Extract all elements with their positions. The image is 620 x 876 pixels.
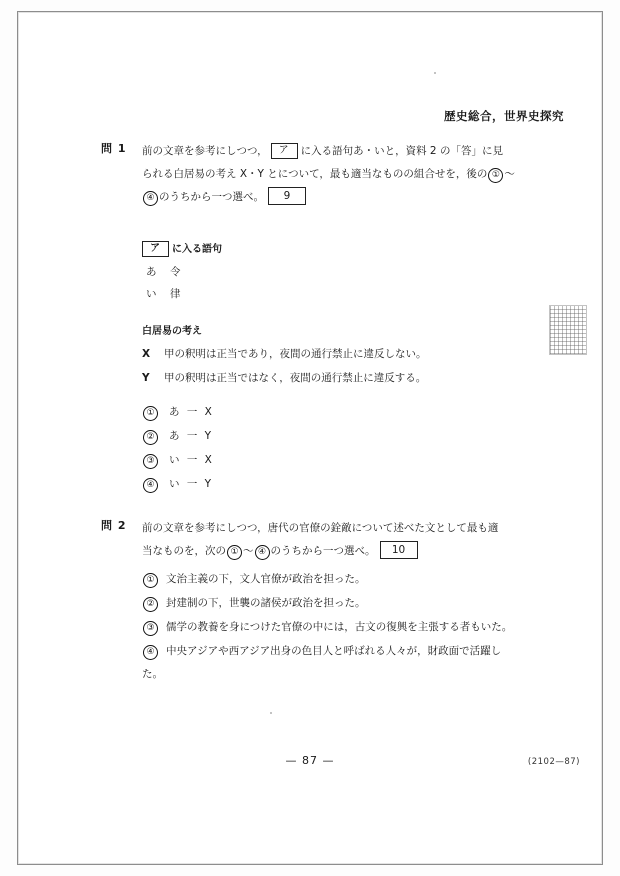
scan-speck bbox=[434, 72, 436, 74]
question-2-choice-4 bbox=[142, 640, 572, 686]
q1-text-a: 前の文章を参考にしつつ， bbox=[142, 145, 268, 157]
answer-slot-9: 9 bbox=[268, 187, 306, 205]
question-1-choice-3 bbox=[142, 452, 214, 469]
circled-number-3-choice-q2: ③ bbox=[143, 621, 158, 636]
subheading-blank-a-phrases bbox=[142, 240, 222, 257]
question-2-choice-1-text: 文治主義の下，文人官僚が政治を担った。 bbox=[166, 573, 366, 585]
question-1-choice-1 bbox=[142, 404, 214, 421]
q2-text-a: 当なものを，次の bbox=[142, 545, 226, 557]
circled-number-2-choice-q2: ② bbox=[143, 597, 158, 612]
question-2-choice-3 bbox=[142, 616, 572, 639]
circled-number-4: ④ bbox=[143, 191, 158, 206]
blank-box-a: ア bbox=[271, 143, 298, 159]
question-1 bbox=[101, 140, 569, 209]
question-1-label: 問 1 bbox=[101, 142, 127, 155]
view-y-text: 甲の釈明は正当ではなく，夜間の通行禁止に違反する。 bbox=[164, 372, 427, 384]
circled-number-1-q2: ① bbox=[227, 545, 242, 560]
question-2-choice-2-text: 封建制の下，世襲の諸侯が政治を担った。 bbox=[166, 597, 366, 609]
circled-number-3-choice: ③ bbox=[143, 454, 158, 469]
blank-box-a-repeat: ア bbox=[142, 241, 169, 257]
question-2-label: 問 2 bbox=[101, 519, 127, 532]
q1-tilde: 〜 bbox=[504, 168, 515, 180]
question-1-stem-line-1 bbox=[142, 140, 569, 163]
circled-number-1: ① bbox=[488, 168, 503, 183]
question-1-choice-3-text: い 一 X bbox=[169, 454, 214, 466]
question-1-choice-4-text: い 一 Y bbox=[169, 478, 214, 490]
question-1-choice-4 bbox=[142, 476, 213, 493]
q1-text-c: られる白居易の考え X・Y とについて，最も適当なものの組合せを，後の bbox=[142, 168, 488, 180]
answer-slot-10: 10 bbox=[380, 541, 418, 559]
document-id: (2102—87) bbox=[527, 757, 580, 767]
q1-text-b: に入る語句あ・いと，資料 2 の「答」に見 bbox=[300, 145, 503, 157]
phrase-option-a-text: 令 bbox=[170, 266, 181, 278]
question-2-choice-1 bbox=[142, 568, 572, 591]
view-y bbox=[142, 370, 426, 385]
subheading-hakukyoi-view: 白居易の考え bbox=[142, 326, 202, 337]
question-1-choice-2 bbox=[142, 428, 213, 445]
circled-number-2-choice: ② bbox=[143, 430, 158, 445]
question-1-choice-2-text: あ 一 Y bbox=[169, 430, 214, 442]
paper-sheet bbox=[17, 11, 603, 865]
page-content bbox=[18, 12, 602, 864]
question-1-stem bbox=[142, 140, 569, 209]
q2-tilde: 〜 bbox=[243, 545, 254, 557]
question-2-choice-4-continuation: た。 bbox=[142, 668, 163, 680]
view-y-label: Y bbox=[142, 372, 150, 384]
circled-number-1-choice: ① bbox=[143, 406, 158, 421]
q1-text-d: のうちから一つ選べ。 bbox=[159, 191, 264, 203]
question-2-choice-2 bbox=[142, 592, 572, 615]
view-x-label: X bbox=[142, 348, 151, 360]
view-x-text: 甲の釈明は正当であり，夜間の通行禁止に違反しない。 bbox=[164, 348, 427, 360]
question-2-choice-4-text: 中央アジアや西アジア出身の色目人と呼ばれる人々が，財政面で活躍し bbox=[166, 645, 502, 657]
phrase-option-i-text: 律 bbox=[170, 288, 181, 300]
circled-number-4-choice: ④ bbox=[143, 478, 158, 493]
page-header-subject: 歴史総合，世界史探究 bbox=[444, 109, 564, 123]
question-1-choice-1-text: あ 一 X bbox=[169, 406, 214, 418]
view-x bbox=[142, 346, 427, 361]
phrase-option-a-kana: あ bbox=[146, 266, 157, 278]
page-number: — 87 — bbox=[285, 754, 335, 767]
ink-stamp-icon bbox=[549, 305, 587, 355]
phrase-option-i-kana: い bbox=[146, 288, 157, 300]
question-1-stem-line-2 bbox=[142, 163, 569, 186]
question-2 bbox=[101, 517, 571, 563]
phrase-option-i bbox=[146, 286, 181, 301]
question-2-choices bbox=[142, 568, 572, 687]
question-2-choice-3-text: 儒学の教養を身につけた官僚の中には，古文の復興を主張する者もいた。 bbox=[166, 621, 513, 633]
circled-number-4-q2: ④ bbox=[255, 545, 270, 560]
scan-speck bbox=[270, 712, 272, 714]
question-2-stem-line-1: 前の文章を参考にしつつ，唐代の官僚の銓敵について述べた文として最も適 bbox=[142, 522, 499, 534]
subheading-blank-a-text: に入る語句 bbox=[172, 244, 222, 255]
circled-number-1-choice-q2: ① bbox=[143, 573, 158, 588]
question-2-stem-line-2 bbox=[142, 540, 571, 563]
question-1-stem-line-3 bbox=[142, 186, 569, 209]
phrase-option-a bbox=[146, 264, 181, 279]
q2-text-b: のうちから一つ選べ。 bbox=[270, 545, 376, 557]
question-2-stem bbox=[142, 517, 571, 563]
circled-number-4-choice-q2: ④ bbox=[143, 645, 158, 660]
